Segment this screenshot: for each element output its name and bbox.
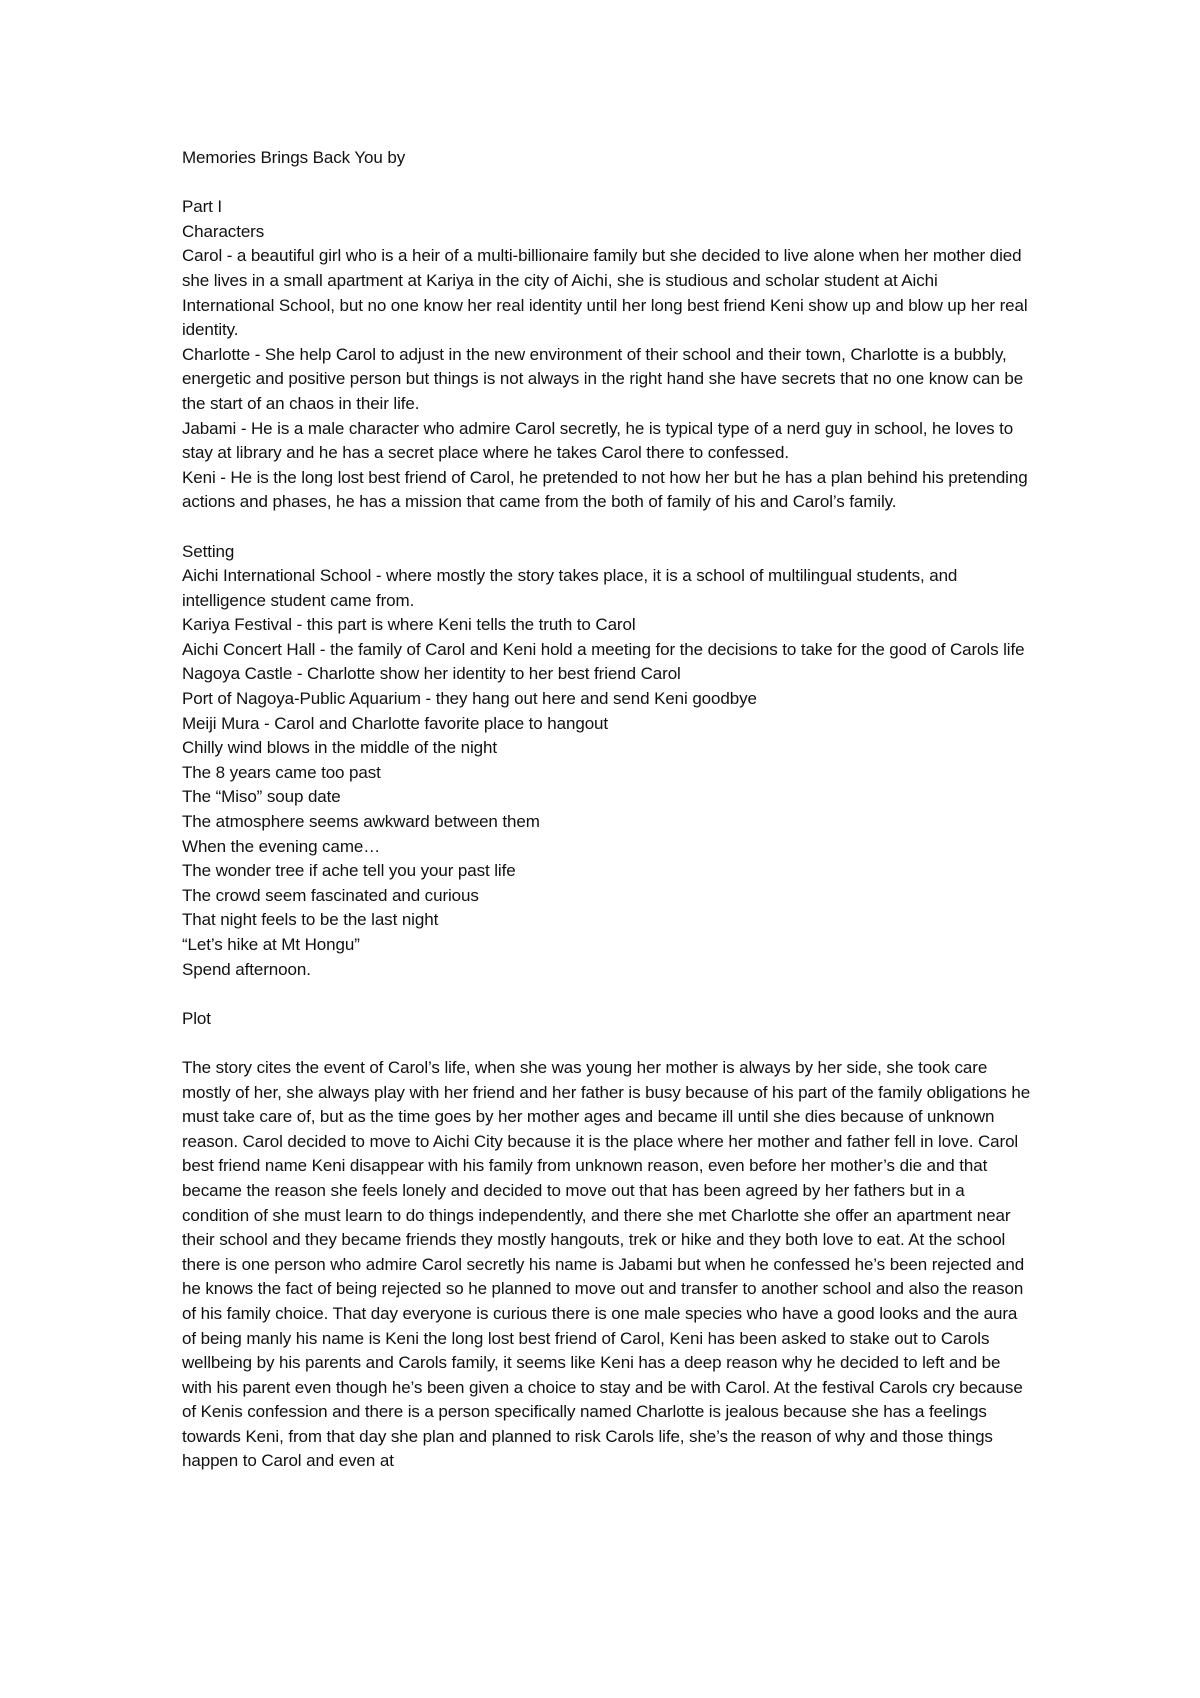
setting-heading: Setting (182, 541, 235, 561)
character-entry-charlotte: Charlotte - She help Carol to adjust in the new environment of their school and their town, Charlotte is a bubbly, energetic and positive person but things is not always in the right hand she have secrets that no one know can be the start of an chaos in their life. (182, 344, 1024, 413)
setting-entry: The crowd seem fascinated and curious (182, 885, 479, 905)
plot-heading: Plot (182, 1008, 211, 1028)
plot-paragraph: The story cites the event of Carol’s life, when she was young her mother is always by her side, she took care mostly of her, she always play with her friend and her father is busy because of his part of the family obligations he must take care of, but as the time goes by her mother ages and became ill until she dies because of unknown reason. Carol decided to move to Aichi City because it is the place where her mother and father fell in love. Carol best friend name Keni disappear with his family from unknown reason, even before her mother’s die and that became the reason she feels lonely and decided to move out that has been agreed by her fathers but in a condition of she must learn to do things independently, and there she met Charlotte she offer an apartment near their school and they became friends they mostly hangouts, trek or hike and they both love to eat. At the school there is one person who admire Carol secretly his name is Jabami but when he confessed he’s been rejected and he knows the fact of being rejected so he planned to move out and transfer to another school and also the reason of his family choice. That day everyone is curious there is one male species who have a good looks and the aura of being manly his name is Keni the long lost best friend of Carol, Keni has been asked to stake out to Carols wellbeing by his parents and Carols family, it seems like Keni has a deep reason why he decided to left and be with his parent even though he’s been given a choice to stay and be with Carol. At the festival Carols cry because of Kenis confession and there is a person specifically named Charlotte is jealous because she has a feelings towards Keni, from that day she plan and planned to risk Carols life, she’s the reason of why and those things happen to Carol and even at (182, 1057, 1031, 1471)
setting-entry: Kariya Festival - this part is where Keni tells the truth to Carol (182, 615, 636, 635)
character-entry-keni: Keni - He is the long lost best friend of Carol, he pretended to not how her but he has a plan behind his pretending actions and phases, he has a mission that came from the both of family of his and Carol’s family. (182, 467, 1028, 512)
setting-entry: The 8 years came too past (182, 762, 381, 782)
setting-list (182, 564, 1032, 982)
setting-entry: When the evening came… (182, 836, 381, 856)
document-page (182, 146, 1032, 1474)
spacer (182, 982, 1032, 1007)
setting-entry: Aichi International School - where mostly the story takes place, it is a school of multilingual students, and intelligence student came from. (182, 566, 958, 610)
characters-list (182, 244, 1032, 515)
plot-body (182, 1056, 1032, 1474)
setting-entry: The atmosphere seems awkward between them (182, 812, 540, 832)
setting-entry: The “Miso” soup date (182, 787, 341, 807)
spacer (182, 171, 1032, 196)
setting-entry: Meiji Mura - Carol and Charlotte favorite place to hangout (182, 713, 609, 733)
setting-entry: That night feels to be the last night (182, 910, 439, 930)
document-title: Memories Brings Back You by (182, 148, 406, 167)
setting-entry: Aichi Concert Hall - the family of Carol and Keni hold a meeting for the decisions to take for the good of Carols life (182, 639, 1025, 659)
spacer (182, 1031, 1032, 1056)
setting-entry: Port of Nagoya-Public Aquarium - they hang out here and send Keni goodbye (182, 689, 757, 709)
character-entry-jabami: Jabami - He is a male character who admire Carol secretly, he is typical type of a nerd guy in school, he loves to stay at library and he has a secret place where he takes Carol there to confessed. (182, 418, 1014, 463)
setting-entry: Spend afternoon. (182, 959, 311, 979)
part-label: Part I (182, 197, 223, 217)
setting-entry: Chilly wind blows in the middle of the night (182, 738, 497, 758)
setting-entry: The wonder tree if ache tell you your past life (182, 861, 516, 881)
characters-heading: Characters (182, 221, 265, 241)
setting-entry: Nagoya Castle - Charlotte show her identity to her best friend Carol (182, 664, 681, 684)
character-entry-carol: Carol - a beautiful girl who is a heir of a multi-billionaire family but she decided to live alone when her mother died she lives in a small apartment at Kariya in the city of Aichi, she is studious and scholar student at Aichi International School, but no one know her real identity until her long best friend Keni show up and blow up her real identity. (182, 246, 1028, 340)
setting-entry: “Let’s hike at Mt Hongu” (182, 935, 360, 954)
spacer (182, 515, 1032, 540)
